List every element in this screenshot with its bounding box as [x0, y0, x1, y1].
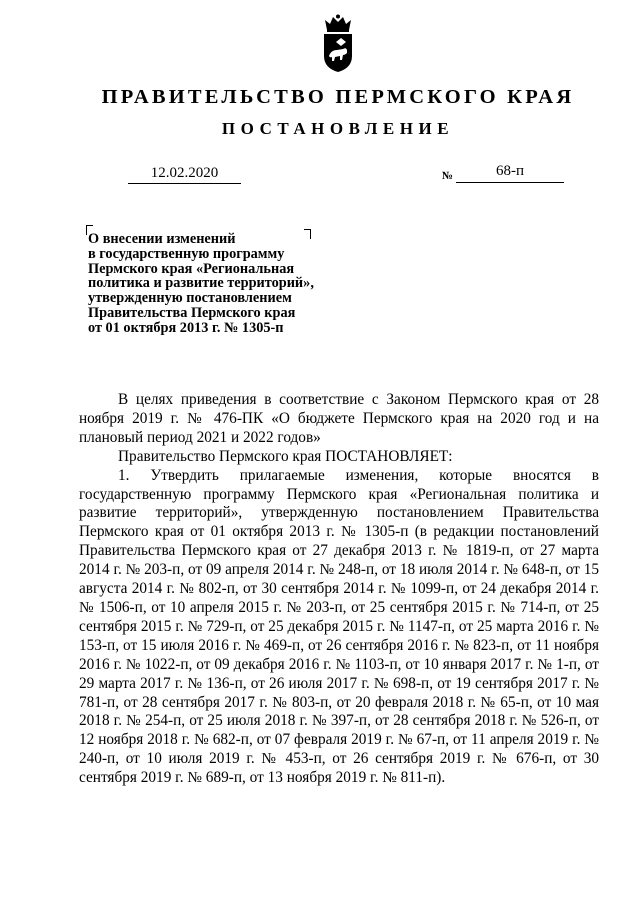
subject-line: политика и развитие территорий»,: [88, 275, 314, 292]
preamble-paragraph: В целях приведения в соответствие с Законом Пермского края от 28 ноября 2019 г. № 476-ПК «О бюджете Пермского края на 2020 год и на плановый период 2021 и 2022 годов»: [79, 391, 599, 446]
number-label: №: [442, 170, 454, 182]
document-body: [79, 391, 599, 788]
subject-line: Правительства Пермского края: [88, 304, 296, 321]
subject-line: в государственную программу: [88, 245, 285, 262]
subject-line: утвержденную постановлением: [88, 290, 292, 307]
document-number: 68-п: [456, 162, 564, 183]
document-date: 12.02.2020: [128, 164, 241, 184]
subject-block: [88, 232, 358, 336]
coat-of-arms-icon: [319, 14, 357, 74]
government-title: ПРАВИТЕЛЬСТВО ПЕРМСКОГО КРАЯ: [101, 86, 575, 108]
subject-line: О внесении изменений: [88, 231, 236, 247]
subject-line: Пермского края «Региональная: [88, 260, 295, 277]
item-1-paragraph: 1. Утвердить прилагаемые изменения, которые вносятся в государственную программу Пермского края «Региональная политика и развитие территорий», утвержденную постановлением Правительства Пермского края от 01 октября 2013 г. № 1305-п (в редакции постановлений Правительства Пермского края от 27 декабря 2013 г. № 1819-п, от 27 марта 2014 г. № 203-п, от 09 апреля 2014 г. № 248-п, от 18 июля 2014 г. № 648-п, от 15 августа 2014 г. № 802-п, от 30 сентября 2014 г. № 1099-п, от 24 декабря 2014 г. № 1506-п, от 10 апреля 2015 г. № 203-п, от 25 сентября 2015 г. № 714-п, от 25 сентября 2015 г. № 729-п, от 25 декабря 2015 г. № 1147-п, от 25 марта 2016 г. № 153-п, от 15 июля 2016 г. № 469-п, от 26 сентября 2016 г. № 823-п, от 11 ноября 2016 г. № 1022-п, от 09 декабря 2016 г. № 1103-п, от 10 января 2017 г. № 1-п, от 29 марта 2017 г. № 136-п, от 26 июля 2017 г. № 698-п, от 19 сентября 2017 г. № 781-п, от 28 сентября 2017 г. № 803-п, от 20 февраля 2018 г. № 65-п, от 10 мая 2018 г. № 254-п, от 25 июля 2018 г. № 397-п, от 28 сентября 2018 г. № 526-п, от 12 ноября 2018 г. № 682-п, от 07 февраля 2019 г. № 67-п, от 11 апреля 2019 г. № 240-п, от 10 июля 2019 г. № 453-п, от 26 сентября 2019 г. № 676-п, от 30 сентября 2019 г. № 689-п, от 13 ноября 2019 г. № 811-п).: [79, 466, 599, 787]
subject-line: от 01 октября 2013 г. № 1305-п: [88, 319, 284, 336]
document-type: ПОСТАНОВЛЕНИЕ: [221, 119, 455, 138]
decree-paragraph: Правительство Пермского края ПОСТАНОВЛЯЕТ:: [118, 447, 453, 465]
